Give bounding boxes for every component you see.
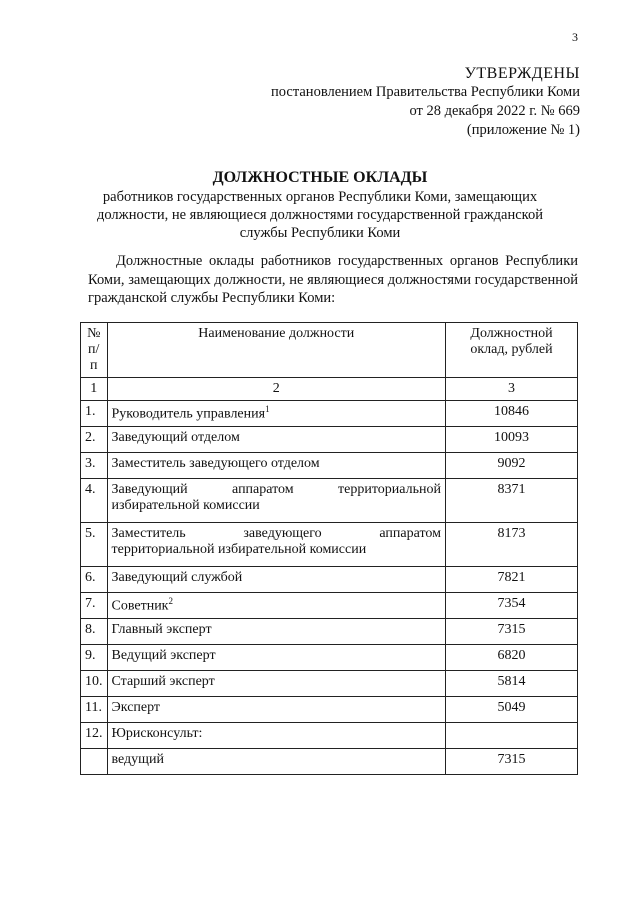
row-number [81, 749, 108, 775]
page-number: 3 [572, 30, 578, 44]
row-salary: 5049 [446, 697, 578, 723]
approval-title: УТВЕРЖДЕНЫ [464, 65, 580, 82]
row-number: 10. [81, 671, 108, 697]
position-name-text: Руководитель управления [111, 406, 266, 422]
table-row [81, 593, 578, 619]
table-header-row [81, 323, 578, 378]
row-number: 8. [81, 619, 108, 645]
header-salary: Должностной оклад, рублей [446, 323, 578, 378]
row-position-name [107, 593, 446, 619]
table-row [81, 567, 578, 593]
row-position-name [107, 697, 446, 723]
table-row [81, 401, 578, 427]
approval-line: постановлением Правительства Республики Коми [271, 84, 580, 100]
row-number: 2. [81, 427, 108, 453]
row-position-name [107, 427, 446, 453]
approval-line: (приложение № 1) [466, 122, 580, 138]
table-row [81, 723, 578, 749]
position-name-text: Эксперт [111, 700, 161, 715]
salary-table [80, 322, 578, 775]
row-salary: 10093 [446, 427, 578, 453]
row-salary: 7821 [446, 567, 578, 593]
row-salary: 7315 [446, 619, 578, 645]
row-salary: 8371 [446, 479, 578, 523]
footnote-marker: 2 [168, 596, 173, 606]
position-name-text: Старший эксперт [111, 674, 215, 689]
position-name-text: Советник [111, 598, 169, 614]
row-salary [446, 723, 578, 749]
row-number: 12. [81, 723, 108, 749]
row-salary: 10846 [446, 401, 578, 427]
table-row [81, 671, 578, 697]
row-position-name [107, 645, 446, 671]
position-name-text: Заведующий службой [111, 570, 243, 585]
row-position-name [107, 479, 446, 523]
table-row [81, 427, 578, 453]
position-name-line: избирательной комиссии [111, 498, 260, 513]
row-number: 1. [81, 401, 108, 427]
row-position-name [107, 671, 446, 697]
position-name-text: ведущий [111, 752, 164, 767]
approval-line: от 28 декабря 2022 г. № 669 [409, 103, 580, 119]
position-name-line: территориальной избирательной комиссии [111, 542, 367, 557]
position-name-line: Заведующий аппаратом территориальной [111, 482, 441, 497]
table-colnum-row [81, 378, 578, 401]
row-position-name [107, 749, 446, 775]
row-salary: 7315 [446, 749, 578, 775]
table-row [81, 749, 578, 775]
row-number: 9. [81, 645, 108, 671]
colnum: 3 [446, 378, 578, 401]
position-name-text: Ведущий эксперт [111, 648, 216, 663]
title-sub: службы Республики Коми [239, 225, 401, 241]
document-title [60, 168, 580, 242]
position-name-text: Заместитель заведующего отделом [111, 456, 320, 471]
row-position-name [107, 567, 446, 593]
row-position-name [107, 723, 446, 749]
row-salary: 8173 [446, 523, 578, 567]
title-main: ДОЛЖНОСТНЫЕ ОКЛАДЫ [212, 169, 428, 186]
row-number: 4. [81, 479, 108, 523]
position-name-line: Заместитель заведующего аппаратом [111, 526, 441, 541]
position-name-text: Заведующий отделом [111, 430, 240, 445]
row-position-name [107, 453, 446, 479]
row-salary: 7354 [446, 593, 578, 619]
header-num: № п/п [81, 323, 108, 378]
row-number: 6. [81, 567, 108, 593]
colnum: 2 [107, 378, 446, 401]
position-name-text: Юрисконсульт: [111, 726, 203, 741]
colnum: 1 [81, 378, 108, 401]
row-position-name [107, 523, 446, 567]
table-row [81, 619, 578, 645]
row-number: 3. [81, 453, 108, 479]
row-number: 7. [81, 593, 108, 619]
row-salary: 9092 [446, 453, 578, 479]
row-position-name [107, 401, 446, 427]
title-sub: должности, не являющиеся должностями государственной гражданской [97, 207, 543, 223]
header-name: Наименование должности [107, 323, 446, 378]
position-name-text: Главный эксперт [111, 622, 212, 637]
table-row [81, 453, 578, 479]
row-position-name [107, 619, 446, 645]
title-sub: работников государственных органов Республики Коми, замещающих [102, 189, 538, 205]
table-row [81, 697, 578, 723]
row-number: 5. [81, 523, 108, 567]
table-row [81, 479, 578, 523]
footnote-marker: 1 [265, 404, 270, 414]
table-row [81, 645, 578, 671]
row-number: 11. [81, 697, 108, 723]
row-salary: 6820 [446, 645, 578, 671]
row-salary: 5814 [446, 671, 578, 697]
table-row [81, 523, 578, 567]
intro-paragraph: Должностные оклады работников государственных органов Республики Коми, замещающих должности, не являющиеся должностями государственной гражданской службы Республики Коми: [88, 253, 578, 306]
approval-block [271, 64, 580, 140]
